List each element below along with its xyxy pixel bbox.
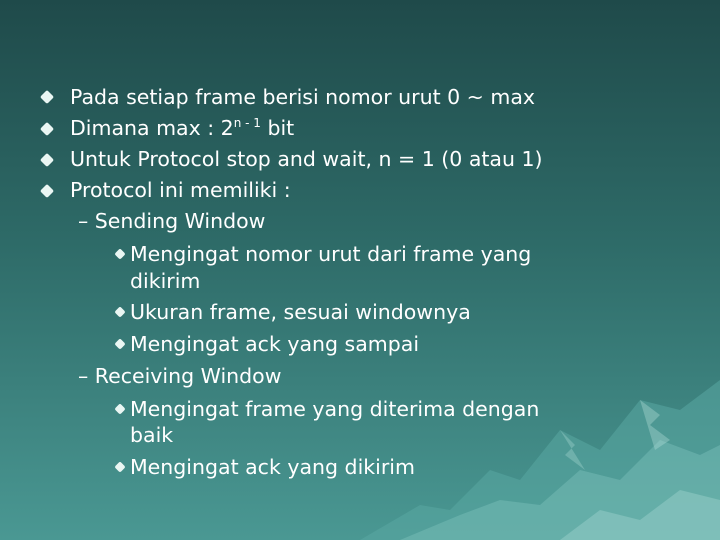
diamond-bullet-icon bbox=[114, 248, 125, 259]
receiving-item-2: Mengingat ack yang dikirim bbox=[130, 455, 415, 479]
bullet-text-1: Pada setiap frame berisi nomor urut 0 ~ max bbox=[70, 85, 536, 109]
diamond-bullet-icon bbox=[40, 184, 54, 198]
diamond-bullet-icon bbox=[40, 153, 54, 167]
sending-item-1-line-2: dikirim bbox=[130, 269, 201, 293]
bullet-text-2-prefix: Dimana max : 2 bbox=[70, 116, 234, 140]
diamond-bullet-icon bbox=[114, 403, 125, 414]
receiving-item-1-line-2: baik bbox=[130, 423, 174, 447]
diamond-bullet-icon bbox=[114, 338, 125, 349]
diamond-bullet-icon bbox=[114, 306, 125, 317]
receiving-window-heading: – Receiving Window bbox=[78, 364, 282, 388]
sending-item-2: Ukuran frame, sesuai windownya bbox=[130, 300, 471, 324]
bullet-text-3: Untuk Protocol stop and wait, n = 1 (0 atau 1) bbox=[70, 147, 543, 171]
bullet-text-2 bbox=[70, 113, 294, 144]
diamond-bullet-icon bbox=[40, 122, 54, 136]
diamond-bullet-icon bbox=[40, 90, 54, 104]
bullet-text-2-suffix: bit bbox=[260, 116, 295, 140]
sending-window-heading: – Sending Window bbox=[78, 209, 266, 233]
diamond-bullet-icon bbox=[114, 461, 125, 472]
bullet-text-4: Protocol ini memiliki : bbox=[70, 178, 291, 202]
sending-item-1-line-1: Mengingat nomor urut dari frame yang bbox=[130, 242, 532, 266]
exponent-text: n - 1 bbox=[233, 116, 261, 130]
receiving-item-1-line-1: Mengingat frame yang diterima dengan bbox=[130, 397, 540, 421]
sending-item-3: Mengingat ack yang sampai bbox=[130, 332, 420, 356]
